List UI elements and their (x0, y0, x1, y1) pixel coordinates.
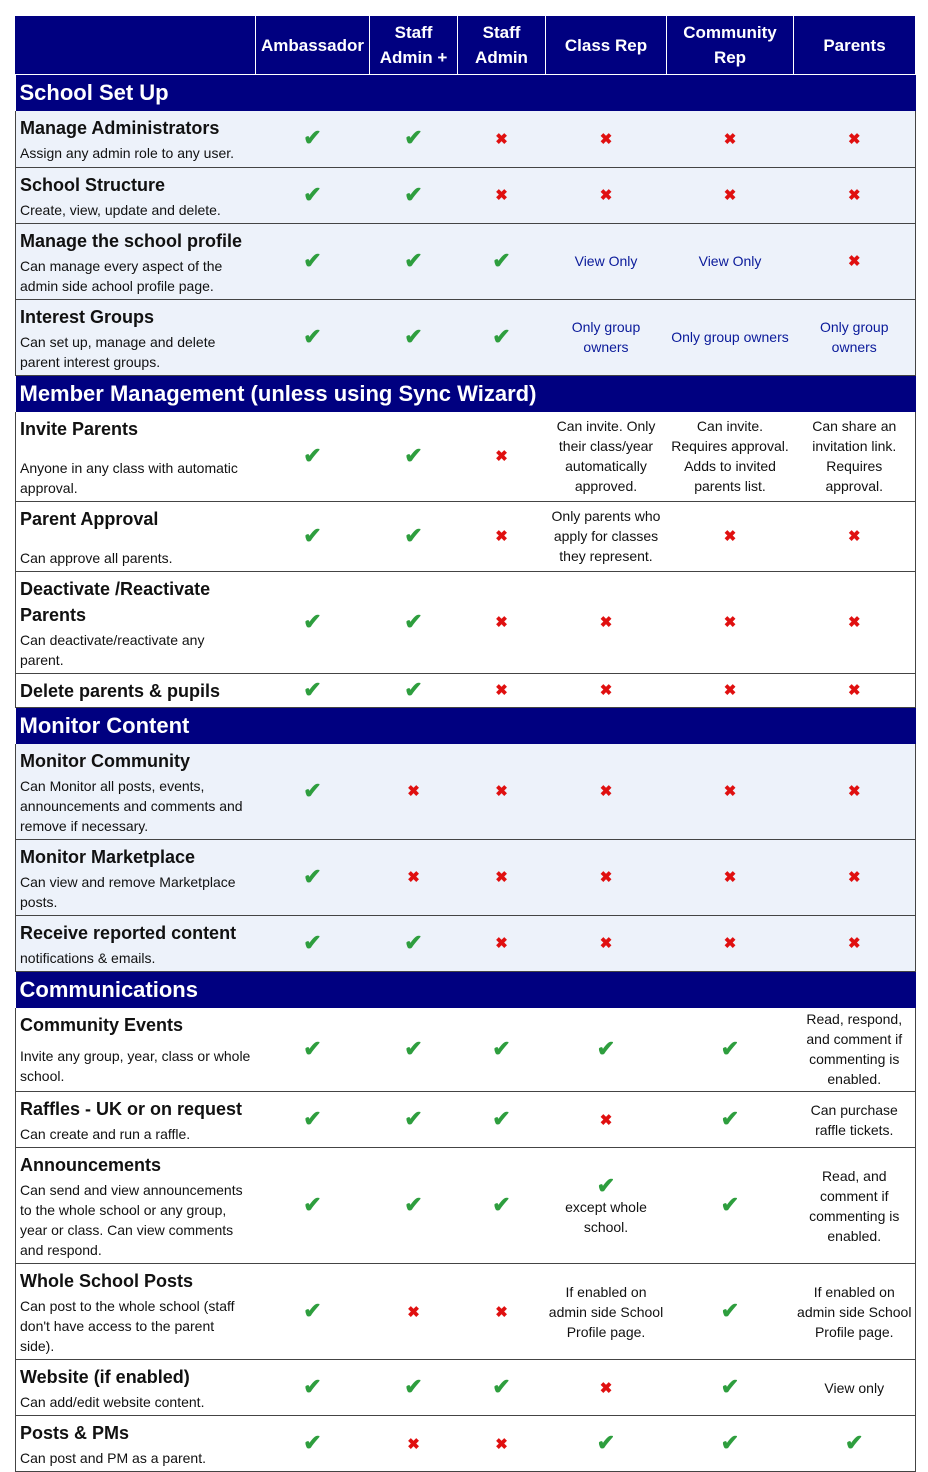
check-icon: ✔ (404, 442, 423, 468)
table-row (16, 1416, 916, 1472)
permission-cell-class-rep (546, 412, 667, 502)
permission-cell-community-rep (667, 412, 794, 502)
cross-icon: ✖ (407, 1435, 420, 1453)
check-icon: ✔ (720, 1374, 740, 1399)
feature-title: Monitor Marketplace (20, 846, 196, 867)
feature-cell (16, 744, 256, 840)
section-row (16, 971, 916, 1008)
permission-cell-ambassador (256, 1264, 370, 1360)
permission-cell-staff-admin-plus (370, 1148, 458, 1264)
permission-cell-parents (794, 915, 916, 971)
check-icon: ✔ (720, 1192, 740, 1217)
table-row (16, 1092, 916, 1148)
table-row (16, 223, 916, 299)
permission-cell-parents (794, 223, 916, 299)
cross-icon: ✖ (599, 783, 613, 800)
permission-cell-staff-admin-plus (370, 673, 458, 707)
permission-cell-community-rep (667, 571, 794, 673)
feature-title: School Structure (20, 174, 166, 195)
cross-icon: ✖ (723, 187, 737, 204)
table-row (16, 839, 916, 915)
permission-cell-staff-admin (458, 501, 546, 571)
permission-cell-staff-admin (458, 839, 546, 915)
permission-cell-class-rep (546, 1416, 667, 1472)
feature-description: Invite any group, year, class or whole school. (20, 1047, 251, 1084)
cross-icon: ✖ (723, 130, 737, 148)
cross-icon: ✖ (599, 682, 613, 699)
check-icon: ✔ (404, 522, 423, 548)
cross-icon: ✖ (495, 528, 508, 545)
feature-title: Raffles - UK or on request (20, 1099, 243, 1119)
check-icon: ✔ (492, 1374, 511, 1399)
header-parents: Parents (794, 16, 916, 75)
permission-cell-staff-admin-plus (370, 412, 458, 502)
permission-cell-parents (794, 412, 916, 502)
permission-cell-parents (794, 839, 916, 915)
permission-cell-ambassador (256, 412, 370, 502)
check-icon: ✔ (303, 1035, 322, 1061)
cross-icon: ✖ (495, 682, 508, 699)
table-row (16, 299, 916, 375)
permission-cell-community-rep (667, 1264, 794, 1360)
permission-note: Only group owners (671, 329, 789, 345)
check-icon: ✔ (404, 1192, 423, 1217)
feature-cell (16, 501, 256, 571)
section-row (16, 375, 916, 412)
feature-cell (16, 412, 256, 502)
feature-description: Can view and remove Marketplace posts. (20, 873, 236, 910)
permission-cell-staff-admin (458, 1360, 546, 1416)
check-icon: ✔ (303, 1374, 322, 1399)
permission-note: View Only (698, 253, 762, 269)
permission-note: View Only (574, 253, 638, 269)
section-title: School Set Up (16, 75, 916, 112)
check-icon: ✔ (303, 1298, 322, 1323)
permission-note: Only parents who apply for classes they represent. (551, 508, 661, 564)
check-icon: ✔ (303, 522, 322, 548)
feature-cell (16, 167, 256, 223)
feature-title: Manage Administrators (20, 118, 220, 138)
permission-cell-staff-admin (458, 1148, 546, 1264)
check-icon: ✔ (303, 777, 322, 803)
feature-title: Website (if enabled) (20, 1367, 190, 1387)
check-icon: ✔ (404, 929, 423, 955)
permission-cell-ambassador (256, 1008, 370, 1092)
check-icon: ✔ (303, 929, 322, 955)
permission-cell-class-rep (546, 571, 667, 673)
check-icon: ✔ (303, 247, 322, 273)
feature-cell (16, 111, 256, 167)
cross-icon: ✖ (847, 528, 861, 545)
check-icon: ✔ (492, 323, 511, 349)
permission-note: except whole school. (565, 1198, 647, 1235)
feature-cell (16, 1148, 256, 1264)
check-icon: ✔ (404, 181, 423, 207)
feature-cell (16, 1416, 256, 1472)
cross-icon: ✖ (495, 1435, 508, 1453)
check-icon: ✔ (492, 1106, 511, 1131)
feature-cell (16, 571, 256, 673)
check-icon: ✔ (404, 323, 423, 349)
table-row (16, 167, 916, 223)
cross-icon: ✖ (495, 783, 508, 800)
permission-cell-ambassador (256, 571, 370, 673)
permission-cell-community-rep (667, 1092, 794, 1148)
feature-description: Can send and view announcements to the whole school or any group, year or class. Can view comments and respond. (20, 1182, 243, 1258)
cross-icon: ✖ (407, 1303, 420, 1321)
cross-icon: ✖ (495, 130, 508, 148)
permission-cell-staff-admin (458, 1416, 546, 1472)
header-class-rep: Class Rep (546, 16, 667, 75)
permission-cell-staff-admin (458, 1008, 546, 1092)
permission-cell-staff-admin-plus (370, 501, 458, 571)
permission-cell-class-rep (546, 1360, 667, 1416)
feature-cell (16, 673, 256, 707)
feature-description: notifications & emails. (20, 949, 156, 966)
permission-cell-community-rep (667, 111, 794, 167)
permission-cell-ambassador (256, 744, 370, 840)
table-row (16, 1148, 916, 1264)
permission-note: View only (824, 1379, 885, 1396)
cross-icon: ✖ (847, 130, 861, 148)
cross-icon: ✖ (495, 869, 508, 886)
check-icon: ✔ (596, 1035, 616, 1061)
permission-cell-staff-admin-plus (370, 1360, 458, 1416)
table-row (16, 111, 916, 167)
permission-note: Read, respond, and comment if commenting is enabled. (806, 1011, 903, 1088)
check-icon: ✔ (720, 1298, 740, 1323)
cross-icon: ✖ (599, 1379, 613, 1397)
cross-icon: ✖ (407, 783, 420, 800)
permission-cell-parents (794, 1416, 916, 1472)
permission-cell-class-rep (546, 744, 667, 840)
permission-cell-staff-admin (458, 167, 546, 223)
feature-description: Can add/edit website content. (20, 1394, 205, 1410)
table-row (16, 673, 916, 707)
header-row (16, 16, 916, 75)
feature-cell (16, 915, 256, 971)
permission-cell-staff-admin (458, 744, 546, 840)
permission-cell-community-rep (667, 744, 794, 840)
feature-title: Whole School Posts (20, 1271, 194, 1291)
feature-cell (16, 839, 256, 915)
permission-note: Read, and comment if commenting is enabled. (809, 1167, 900, 1244)
cross-icon: ✖ (599, 935, 613, 952)
table-row (16, 571, 916, 673)
feature-title: Community Events (20, 1014, 184, 1035)
cross-icon: ✖ (723, 783, 737, 800)
permission-cell-community-rep (667, 673, 794, 707)
feature-title: Parent Approval (20, 508, 159, 529)
permission-cell-ambassador (256, 1360, 370, 1416)
permission-cell-ambassador (256, 1416, 370, 1472)
permission-cell-ambassador (256, 111, 370, 167)
permission-cell-parents (794, 673, 916, 707)
feature-title: Announcements (20, 1155, 162, 1175)
permission-cell-class-rep (546, 1008, 667, 1092)
permission-note: If enabled on admin side School Profile page. (548, 1283, 664, 1340)
permission-cell-ambassador (256, 1148, 370, 1264)
permission-cell-community-rep (667, 915, 794, 971)
feature-description: Can Monitor all posts, events, announcements and comments and remove if necessary. (20, 777, 243, 834)
permission-cell-staff-admin-plus (370, 1416, 458, 1472)
feature-title: Deactivate /Reactivate Parents (20, 578, 211, 625)
permission-cell-class-rep (546, 223, 667, 299)
permission-cell-community-rep (667, 1148, 794, 1264)
header-community-rep: Community Rep (667, 16, 794, 75)
cross-icon: ✖ (495, 448, 508, 465)
permission-cell-staff-admin (458, 1264, 546, 1360)
permission-cell-ambassador (256, 915, 370, 971)
cross-icon: ✖ (495, 1303, 508, 1321)
feature-description: Can post to the whole school (staff don't have access to the parent side). (20, 1298, 235, 1354)
check-icon: ✔ (404, 608, 423, 634)
check-icon: ✔ (303, 181, 322, 207)
feature-description: Can set up, manage and delete parent interest groups. (20, 333, 216, 370)
permission-cell-class-rep (546, 167, 667, 223)
table-row (16, 1264, 916, 1360)
permission-cell-parents (794, 744, 916, 840)
cross-icon: ✖ (599, 614, 613, 631)
feature-title: Receive reported content (20, 922, 237, 943)
permission-cell-parents (794, 1264, 916, 1360)
permission-cell-class-rep (546, 839, 667, 915)
check-icon: ✔ (404, 1106, 423, 1131)
permission-cell-staff-admin-plus (370, 223, 458, 299)
permission-cell-community-rep (667, 223, 794, 299)
permission-note: Only group owners (820, 319, 889, 355)
permission-note: Can share an invitation link. Requires approval. (812, 418, 897, 494)
permission-cell-parents (794, 571, 916, 673)
cross-icon: ✖ (495, 935, 508, 952)
table-row (16, 915, 916, 971)
section-title: Communications (16, 971, 916, 1008)
check-icon: ✔ (303, 863, 322, 889)
check-icon: ✔ (303, 442, 322, 468)
permission-cell-ambassador (256, 673, 370, 707)
permission-cell-class-rep (546, 299, 667, 375)
feature-title: Manage the school profile (20, 230, 243, 251)
permission-cell-ambassador (256, 167, 370, 223)
permission-cell-parents (794, 299, 916, 375)
section-row (16, 75, 916, 112)
check-icon: ✔ (720, 1035, 740, 1061)
table-row (16, 1008, 916, 1092)
permission-cell-staff-admin-plus (370, 299, 458, 375)
permission-cell-ambassador (256, 299, 370, 375)
cross-icon: ✖ (847, 869, 861, 886)
check-icon: ✔ (845, 1430, 864, 1455)
cross-icon: ✖ (847, 187, 861, 204)
permission-cell-parents (794, 1008, 916, 1092)
permission-cell-staff-admin (458, 673, 546, 707)
header-corner (16, 16, 256, 75)
feature-description: Can manage every aspect of the admin side achool profile page. (20, 257, 223, 294)
table-body (16, 75, 916, 1472)
permission-note: Can invite. Only their class/year automatically approved. (556, 418, 656, 494)
check-icon: ✔ (404, 1374, 423, 1399)
check-icon: ✔ (720, 1106, 740, 1131)
cross-icon: ✖ (847, 253, 861, 270)
check-icon: ✔ (404, 1035, 423, 1061)
permission-cell-staff-admin-plus (370, 1264, 458, 1360)
feature-title: Delete parents & pupils (20, 680, 221, 701)
permission-cell-ambassador (256, 501, 370, 571)
check-icon: ✔ (596, 1172, 616, 1198)
feature-title: Interest Groups (20, 306, 155, 327)
permission-cell-parents (794, 1092, 916, 1148)
cross-icon: ✖ (599, 1111, 613, 1129)
permission-cell-ambassador (256, 223, 370, 299)
check-icon: ✔ (492, 247, 511, 273)
permission-cell-staff-admin (458, 111, 546, 167)
permission-cell-community-rep (667, 1008, 794, 1092)
check-icon: ✔ (303, 1430, 322, 1455)
permission-cell-ambassador (256, 839, 370, 915)
cross-icon: ✖ (495, 187, 508, 204)
permission-cell-staff-admin-plus (370, 1008, 458, 1092)
permission-note: Can purchase raffle tickets. (810, 1101, 898, 1138)
feature-cell (16, 1008, 256, 1092)
check-icon: ✔ (720, 1430, 740, 1455)
permission-cell-parents (794, 1148, 916, 1264)
section-title: Member Management (unless using Sync Wizard) (16, 375, 916, 412)
permission-cell-staff-admin (458, 223, 546, 299)
cross-icon: ✖ (599, 869, 613, 886)
cross-icon: ✖ (847, 614, 861, 631)
check-icon: ✔ (404, 125, 423, 151)
permission-cell-staff-admin-plus (370, 167, 458, 223)
permission-cell-staff-admin-plus (370, 744, 458, 840)
feature-cell (16, 1092, 256, 1148)
table-row (16, 501, 916, 571)
permission-cell-staff-admin (458, 1092, 546, 1148)
cross-icon: ✖ (599, 130, 613, 148)
permission-cell-staff-admin-plus (370, 571, 458, 673)
permission-cell-class-rep (546, 1264, 667, 1360)
feature-cell (16, 299, 256, 375)
feature-cell (16, 1264, 256, 1360)
feature-description: Create, view, update and delete. (20, 201, 221, 218)
feature-description: Can post and PM as a parent. (20, 1450, 206, 1466)
cross-icon: ✖ (847, 783, 861, 800)
permissions-table (15, 15, 916, 1472)
check-icon: ✔ (303, 1192, 322, 1217)
feature-cell (16, 223, 256, 299)
permission-cell-community-rep (667, 1360, 794, 1416)
permission-cell-parents (794, 1360, 916, 1416)
permission-cell-class-rep (546, 915, 667, 971)
permission-cell-staff-admin-plus (370, 839, 458, 915)
feature-description: Anyone in any class with automatic approval. (20, 459, 238, 496)
section-title: Monitor Content (16, 707, 916, 744)
table-row (16, 412, 916, 502)
permission-cell-parents (794, 501, 916, 571)
permission-cell-parents (794, 167, 916, 223)
permission-cell-class-rep (546, 111, 667, 167)
feature-description: Assign any admin role to any user. (20, 145, 235, 161)
permission-note: If enabled on admin side School Profile page. (797, 1283, 912, 1340)
permission-cell-staff-admin (458, 412, 546, 502)
permission-cell-community-rep (667, 839, 794, 915)
feature-title: Monitor Community (20, 750, 190, 771)
permission-cell-staff-admin (458, 571, 546, 673)
permission-note: Can invite. Requires approval. Adds to invited parents list. (671, 418, 789, 494)
header-ambassador: Ambassador (256, 16, 370, 75)
feature-description: Can approve all parents. (20, 549, 173, 566)
check-icon: ✔ (303, 676, 322, 702)
cross-icon: ✖ (495, 614, 508, 631)
check-icon: ✔ (303, 125, 322, 151)
cross-icon: ✖ (723, 869, 737, 886)
cross-icon: ✖ (723, 682, 737, 699)
check-icon: ✔ (492, 1192, 511, 1217)
permission-cell-staff-admin-plus (370, 1092, 458, 1148)
feature-description: Can deactivate/reactivate any parent. (20, 631, 205, 668)
header-staff-admin-plus: Staff Admin + (370, 16, 458, 75)
check-icon: ✔ (303, 323, 322, 349)
permission-note: Only group owners (571, 319, 641, 355)
check-icon: ✔ (492, 1035, 511, 1061)
permission-cell-class-rep (546, 501, 667, 571)
permission-cell-community-rep (667, 299, 794, 375)
feature-title: Invite Parents (20, 418, 139, 439)
permission-cell-ambassador (256, 1092, 370, 1148)
permission-cell-class-rep (546, 673, 667, 707)
check-icon: ✔ (303, 1106, 322, 1131)
cross-icon: ✖ (599, 187, 613, 204)
check-icon: ✔ (404, 676, 423, 702)
section-row (16, 707, 916, 744)
permission-cell-staff-admin-plus (370, 915, 458, 971)
check-icon: ✔ (596, 1430, 616, 1455)
permission-cell-staff-admin-plus (370, 111, 458, 167)
feature-description: Can create and run a raffle. (20, 1126, 191, 1142)
check-icon: ✔ (404, 247, 423, 273)
permission-cell-staff-admin (458, 915, 546, 971)
cross-icon: ✖ (723, 614, 737, 631)
permission-cell-community-rep (667, 501, 794, 571)
cross-icon: ✖ (847, 935, 861, 952)
cross-icon: ✖ (723, 935, 737, 952)
permission-cell-community-rep (667, 1416, 794, 1472)
permission-cell-class-rep (546, 1148, 667, 1264)
feature-cell (16, 1360, 256, 1416)
permission-cell-community-rep (667, 167, 794, 223)
permission-cell-parents (794, 111, 916, 167)
cross-icon: ✖ (723, 528, 737, 545)
feature-title: Posts & PMs (20, 1423, 130, 1443)
table-row (16, 744, 916, 840)
table-row (16, 1360, 916, 1416)
cross-icon: ✖ (407, 869, 420, 886)
check-icon: ✔ (303, 608, 322, 634)
cross-icon: ✖ (847, 682, 861, 699)
header-staff-admin: Staff Admin (458, 16, 546, 75)
permission-cell-staff-admin (458, 299, 546, 375)
permission-cell-class-rep (546, 1092, 667, 1148)
